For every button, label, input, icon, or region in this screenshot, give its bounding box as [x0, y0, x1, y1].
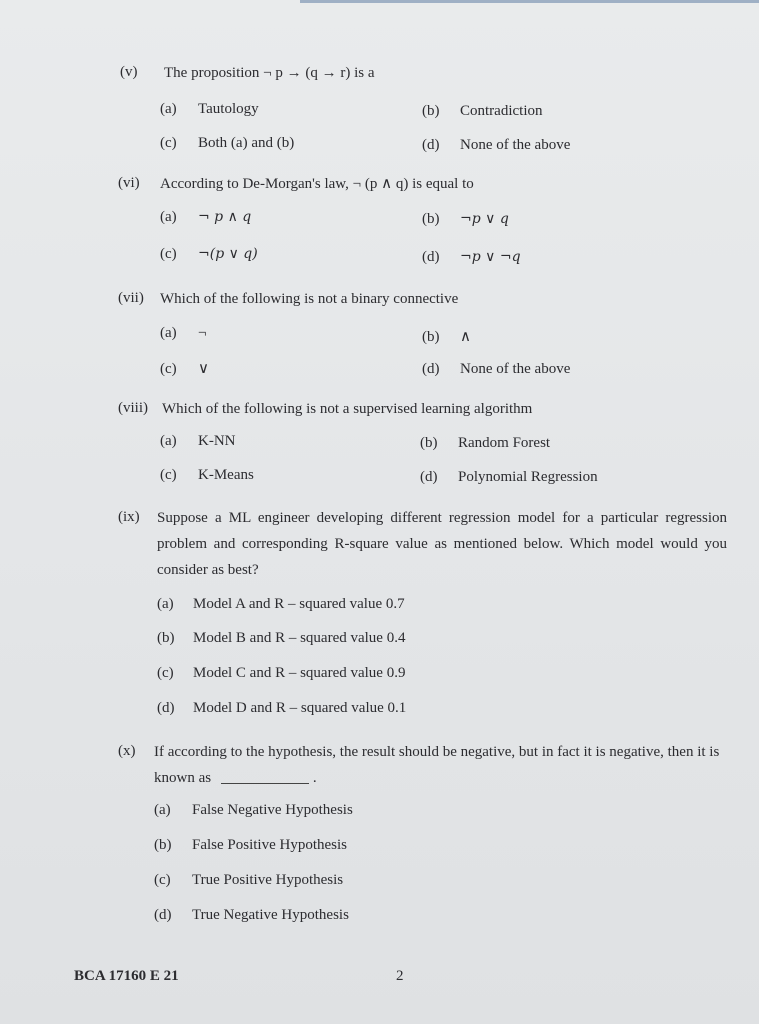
option-text: Model B and R – squared value 0.4 — [193, 630, 406, 646]
option-a — [157, 596, 405, 613]
option-a — [160, 325, 206, 342]
question-number: (ix) — [118, 509, 140, 525]
option-text: Contradiction — [460, 103, 543, 119]
question-number: (vii) — [118, 290, 144, 306]
option-text: ¬p ∨ q — [460, 211, 509, 227]
option-c — [157, 665, 405, 682]
option-text: ¬p ∨ ¬q — [460, 249, 521, 265]
option-label: (b) — [420, 435, 438, 451]
option-label: (b) — [422, 211, 440, 227]
option-text: True Negative Hypothesis — [192, 907, 349, 923]
option-d — [422, 361, 570, 378]
option-label: (d) — [422, 137, 440, 153]
page-top-edge — [300, 0, 759, 3]
option-c — [160, 246, 258, 263]
option-text: None of the above — [460, 361, 571, 377]
option-c — [160, 359, 209, 378]
option-a — [160, 101, 259, 118]
option-label: (a) — [157, 596, 174, 612]
option-label: (d) — [422, 249, 440, 265]
answer-blank — [221, 783, 309, 784]
option-text: K-Means — [198, 467, 254, 483]
option-label: (a) — [154, 802, 171, 818]
option-text: Polynomial Regression — [458, 469, 598, 485]
option-label: (b) — [157, 630, 175, 646]
option-label: (a) — [160, 101, 177, 117]
option-text: None of the above — [460, 137, 571, 153]
question-text-body: If according to the hypothesis, the result should be negative, but in fact it is negative, then it is known as — [154, 744, 720, 786]
option-b — [420, 435, 550, 452]
option-b — [422, 211, 509, 228]
option-label: (d) — [157, 700, 175, 716]
question-text: The proposition ¬ p → (q → r) is a — [164, 65, 375, 81]
option-text: Model A and R – squared value 0.7 — [193, 596, 405, 612]
option-text: ¬ p ∧ q — [198, 209, 252, 225]
question-text: Suppose a ML engineer developing different regression model for a particular regression problem and corresponding R-square value as mentioned below. Which model would you consider as best? — [157, 510, 727, 578]
option-d — [420, 469, 598, 486]
option-label: (c) — [160, 135, 177, 151]
option-d — [157, 700, 406, 717]
option-label: (c) — [160, 361, 177, 377]
option-label: (c) — [157, 665, 174, 681]
option-label: (d) — [422, 361, 440, 377]
option-label: (b) — [422, 329, 440, 345]
option-b — [422, 103, 543, 120]
option-text: ∨ — [198, 361, 209, 377]
option-b — [157, 630, 405, 647]
option-text: K-NN — [198, 433, 236, 449]
option-text: Model C and R – squared value 0.9 — [193, 665, 406, 681]
option-text: False Positive Hypothesis — [192, 837, 348, 853]
option-text: False Negative Hypothesis — [192, 802, 353, 818]
option-c — [154, 872, 343, 889]
option-label: (c) — [160, 467, 177, 483]
option-text: Model D and R – squared value 0.1 — [193, 700, 407, 716]
option-text: Tautology — [198, 101, 259, 117]
option-text: ∧ — [460, 329, 471, 345]
option-label: (a) — [160, 325, 177, 341]
option-a — [160, 433, 236, 450]
option-b — [154, 837, 347, 854]
option-label: (b) — [154, 837, 172, 853]
option-text: Both (a) and (b) — [198, 135, 295, 151]
option-label: (a) — [160, 209, 177, 225]
option-d — [422, 249, 521, 266]
option-text: ¬(p ∨ q) — [198, 246, 258, 262]
question-text: If according to the hypothesis, the result should be negative, but in fact it is negative, then it is known as . — [154, 744, 720, 786]
question-text: According to De-Morgan's law, ¬ (p ∧ q) is equal to — [160, 176, 474, 192]
question-text: Which of the following is not a binary connective — [160, 291, 459, 307]
option-label: (d) — [420, 469, 438, 485]
option-label: (c) — [160, 246, 177, 262]
option-c — [160, 467, 254, 484]
question-number: (viii) — [118, 400, 148, 416]
question-number: (v) — [120, 64, 138, 80]
option-label: (a) — [160, 433, 177, 449]
option-a — [154, 802, 353, 819]
option-label: (d) — [154, 907, 172, 923]
question-number: (vi) — [118, 175, 140, 191]
option-text: ¬ — [198, 325, 207, 341]
option-b — [422, 327, 471, 346]
option-label: (c) — [154, 872, 171, 888]
paper-code: BCA 17160 E 21 — [74, 968, 179, 984]
option-a — [160, 209, 251, 226]
question-number: (x) — [118, 743, 136, 759]
option-text: True Positive Hypothesis — [192, 872, 344, 888]
page-number: 2 — [396, 968, 404, 984]
option-d — [154, 907, 349, 924]
question-text: Which of the following is not a supervised learning algorithm — [162, 401, 533, 417]
option-c — [160, 135, 294, 152]
option-label: (b) — [422, 103, 440, 119]
option-text: Random Forest — [458, 435, 551, 451]
option-d — [422, 137, 570, 154]
